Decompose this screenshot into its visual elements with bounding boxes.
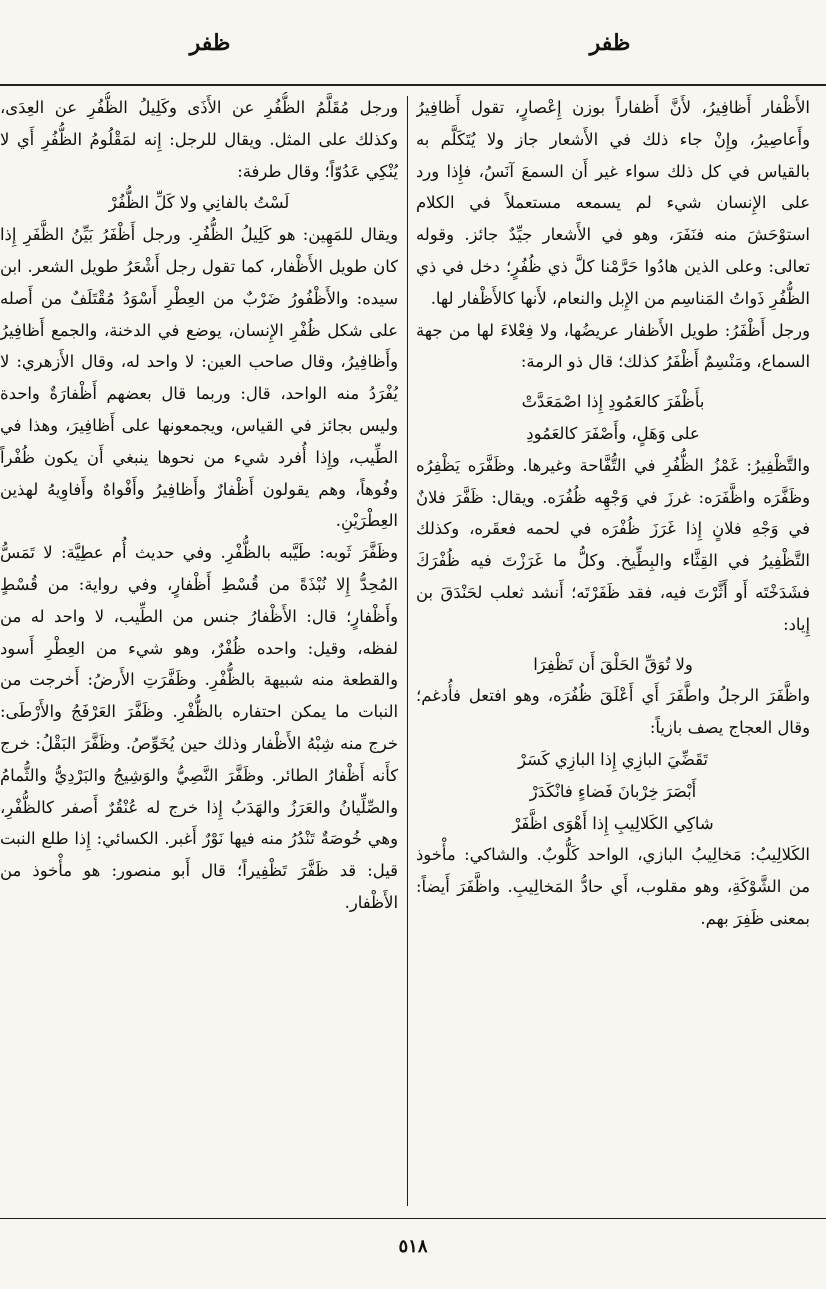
- verse-line: على وَهَلٍ، وأَصْفَرَ كالعَمُودِ: [526, 423, 700, 443]
- verse-line: تَقَضِّيَ البازِي إِذا البازِي كَسَرْ: [518, 749, 708, 769]
- paragraph: وظَفَّرَ ثَوبه: طَيَّبه بالظُّفْرِ. وفي حديث أُم عطِيَّة: لا تَمَسُّ المُحِدُّ إِلا نُبْذَةً من قُسْطِ أَظْفارٍ، وفي رواية: من قُسْطٍ وأَظْفارٍ؛ قال: الأَظْفارُ جنس من الطِّيب، لا واحد له من لفظه، وقيل: واحده ظُفْرٌ، وهو شيء من العِطْرِ أَسود والقطعة منه شبيهة بالظُّفْرِ. وظَفَّرَتِ الأَرضُ: أَخرجت من النبات ما يمكن احتفاره بالظُّفْرِ. وظَفَّرَ العَرْفَجُ والأَرْطَى: خرج منه شِبْهُ الأَظْفار وذلك حين يُخَوِّصُ. وظَفَّرَ البَقْلُ: خرج كأَنه أَظْفارُ الطائر. وظَفَّرَ النَّصِيُّ والوَشِيجُ والبَرْدِيُّ والثُّمامُ والصِّلِّيانُ والعَرَزُ والهَدَبُ إِذا خرج له عُنْقُرٌ أَصفر كالظُّفْرِ، وهي خُوصَةٌ تَنْدُرُ منه فيها نَوْرٌ أَغبر. الكسائي: إِذا طلع النبت قيل: قد ظَفَّرَ تَظْفِيراً؛ قال أَبو منصور: هو مأْخوذ من الأَظْفار.: [0, 543, 398, 912]
- paragraph: الأَظْفار أَظافِيرُ، لأَنَّ أَظفاراً بوزن إِعْصارٍ، تقول أَظافِيرُ وأَعاصِيرُ، وإِنْ جاء ذلك في الأَشعار جاز ولا يُتَكَلَّم به بالقياس في كل ذلك سواء غير أَن السمعَ آنَسُ، فإِذا ورد على الإِنسان شيء لم يسمعه مستعملاً في الكلام استوْحَشَ منه فنَفَرَ، وهو في الأَشعار جيِّدٌ جائز. وقوله تعالى: وعلى الذين هادُوا حَرَّمْنا كلَّ ذي ظُفُرٍ؛ دخل في ذي الظُّفُرِ ذَواتُ المَناسِم من الإِبل والنعام، لأَنها كالأَظْفار لها.: [416, 98, 810, 308]
- verse-line: بأَظْفَرَ كالعَمُودِ إِذا اصْمَعَدَّتْ: [521, 392, 705, 412]
- paragraph: الكَلالِيبُ: مَخالِيبُ البازي، الواحد كَلُّوبٌ. والشاكي: مأْخوذ من الشَّوْكَةِ، وهو مقلوب، أَي حادُّ المَخالِيبِ. واظَّفَرَ أَيضاً: بمعنى ظَفِرَ بهم.: [416, 845, 810, 928]
- page-number: ٥١٨: [398, 1236, 428, 1257]
- paragraph: واظَّفَرَ الرجلُ واطَّفَرَ أَي أَعْلَقَ ظُفُرَه، وهو افتعل فأُدغم؛ وقال العجاج يصف بازياً:: [416, 686, 810, 738]
- paragraph: والتَّظْفِيرُ: غَمْزُ الظُّفُرِ في التُّفَّاحة وغيرها. وظَفَّرَه يَظْفِرُه وظَفَّرَه واظَّفَرَه: غرزَ في وَجْهِه ظُفُرَه. ويقال: ظَفَّرَ فلانٌ في وَجْهِ فلانٍ إِذا غَرَزَ ظُفْرَه في لحمه فعقَره، وكذلك التَّظْفِيرُ في القِثَّاء والبِطِّيخ. وكلُّ ما غَرَزْتَ فيه ظُفْرَكَ فشَدَخْتَه أَو أَثَّرْتَ فيه، فقد ظَفَرْتَه؛ أَنشد ثعلب لحَنْدَقَ بن إِياد:: [416, 455, 810, 634]
- header-left-word: ظفر: [189, 30, 231, 56]
- footer-rule: [0, 1218, 826, 1219]
- right-column: [416, 92, 810, 1210]
- verse-line: أَبْصَرَ خِرْبانَ فَضاءٍ فانْكَدَرْ: [529, 781, 697, 801]
- header-rule: [0, 84, 826, 86]
- verse-line: ولا تُوَقِّ الحَلْقَ أَن تَظْفِرَا: [533, 654, 693, 674]
- paragraph: ورجل أَظْفَرُ: طويل الأَظفار عريضُها، ولا فِعْلاءَ لها من جهة السماع، ومَنْسِمٌ أَظْفَرُ كذلك؛ قال ذو الرمة:: [416, 320, 810, 372]
- verse-line: لَسْتُ بالفانِي ولا كَلِّ الظُّفُرْ: [108, 193, 290, 213]
- left-column: [0, 92, 398, 1210]
- header-right-word: ظفر: [589, 30, 631, 56]
- column-divider: [407, 96, 408, 1206]
- verse-line: شاكِي الكَلالِيبِ إِذا أَهْوَى اظَّفَرْ: [512, 813, 714, 833]
- paragraph: ورجل مُقَلَّمُ الظُّفُرِ عن الأَذَى وكَلِيلُ الظُّفُرِ عن العِدَى، وكذلك على المثل. ويقال للرجل: إِنه لمَقْلُومُ الظُّفُرِ أَي لا يُنْكِي عَدُوّاً؛ وقال طرفة:: [0, 98, 398, 181]
- paragraph: ويقال للمَهِين: هو كَلِيلُ الظُّفُرِ. ورجل أَظْفَرُ بَيِّنُ الظَّفَرِ إِذا كان طويل الأَظْفار، كما تقول رجل أَشْعَرُ طويل الشعر. ابن سيده: والأَظْفُورُ ضَرْبٌ من العِطْرِ أَسْوَدُ مُقْتَلَفٌ من أَصله على شكل ظُفْرِ الإِنسان، يوضع في الدخنة، والجمع أَظافِيرُ وأَظافِيرُ، وقال صاحب العين: لا واحد له، وقال الأَزهري: لا يُفْرَدُ منه الواحد، قال: وربما قال بعضهم أَظْفارَةٌ واحدة وليس بجائز في القياس، ويجمعونها على أَظافِيرَ، وهذا في الطِّيب، وإِذا أُفرد شيء من نحوها ينبغي أَن يكون ظُفْراً وفُوهاً، وهم يقولون أَظْفارٌ وأَظافِيرُ وأَفْواهٌ وأَفاوِيهُ لهذين العِطْرَيْنِ.: [0, 225, 398, 531]
